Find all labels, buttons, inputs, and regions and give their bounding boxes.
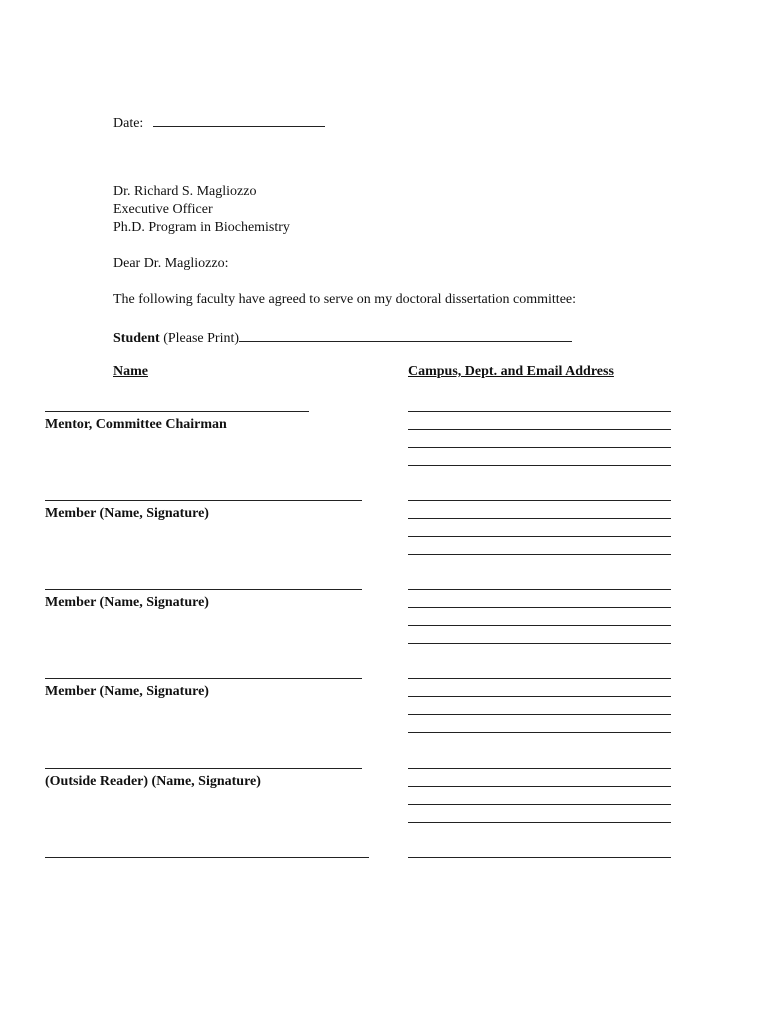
student-row bbox=[113, 327, 572, 348]
recipient-name: Dr. Richard S. Magliozzo bbox=[113, 184, 257, 199]
date-field[interactable] bbox=[153, 112, 325, 127]
address-column-header: Campus, Dept. and Email Address bbox=[408, 364, 614, 379]
mentor-address-line[interactable] bbox=[408, 411, 671, 412]
member2-address-line[interactable] bbox=[408, 607, 671, 608]
member2-signature-line[interactable] bbox=[45, 589, 362, 590]
member3-role-label: Member (Name, Signature) bbox=[45, 684, 209, 699]
member2-address-line[interactable] bbox=[408, 643, 671, 644]
member2-address-line[interactable] bbox=[408, 589, 671, 590]
student-name-field[interactable] bbox=[239, 327, 572, 342]
recipient-title: Executive Officer bbox=[113, 202, 213, 217]
member2-role-label: Member (Name, Signature) bbox=[45, 595, 209, 610]
recipient-program: Ph.D. Program in Biochemistry bbox=[113, 220, 290, 235]
final-address-line[interactable] bbox=[408, 857, 671, 858]
mentor-role-label: Mentor, Committee Chairman bbox=[45, 417, 227, 432]
mentor-address-line[interactable] bbox=[408, 429, 671, 430]
salutation: Dear Dr. Magliozzo: bbox=[113, 256, 229, 271]
member1-address-line[interactable] bbox=[408, 518, 671, 519]
student-note: (Please Print) bbox=[163, 331, 240, 346]
member2-address-line[interactable] bbox=[408, 625, 671, 626]
member1-signature-line[interactable] bbox=[45, 500, 362, 501]
member3-signature-line[interactable] bbox=[45, 678, 362, 679]
member3-address-line[interactable] bbox=[408, 696, 671, 697]
name-column-header: Name bbox=[113, 364, 148, 379]
outside-reader-signature-line[interactable] bbox=[45, 768, 362, 769]
intro-text: The following faculty have agreed to serve on my doctoral dissertation committee: bbox=[113, 292, 577, 307]
mentor-address-line[interactable] bbox=[408, 447, 671, 448]
outside-reader-address-line[interactable] bbox=[408, 822, 671, 823]
outside-reader-role-label: (Outside Reader) (Name, Signature) bbox=[45, 774, 261, 789]
member1-address-line[interactable] bbox=[408, 500, 671, 501]
outside-reader-address-line[interactable] bbox=[408, 768, 671, 769]
mentor-signature-line[interactable] bbox=[45, 411, 309, 412]
member3-address-line[interactable] bbox=[408, 732, 671, 733]
outside-reader-address-line[interactable] bbox=[408, 786, 671, 787]
member1-address-line[interactable] bbox=[408, 536, 671, 537]
final-signature-line[interactable] bbox=[45, 857, 369, 858]
member3-address-line[interactable] bbox=[408, 678, 671, 679]
student-label: Student bbox=[113, 331, 160, 346]
date-row bbox=[113, 112, 325, 133]
outside-reader-address-line[interactable] bbox=[408, 804, 671, 805]
member1-role-label: Member (Name, Signature) bbox=[45, 506, 209, 521]
date-label: Date: bbox=[113, 116, 144, 131]
mentor-address-line[interactable] bbox=[408, 465, 671, 466]
member3-address-line[interactable] bbox=[408, 714, 671, 715]
member1-address-line[interactable] bbox=[408, 554, 671, 555]
